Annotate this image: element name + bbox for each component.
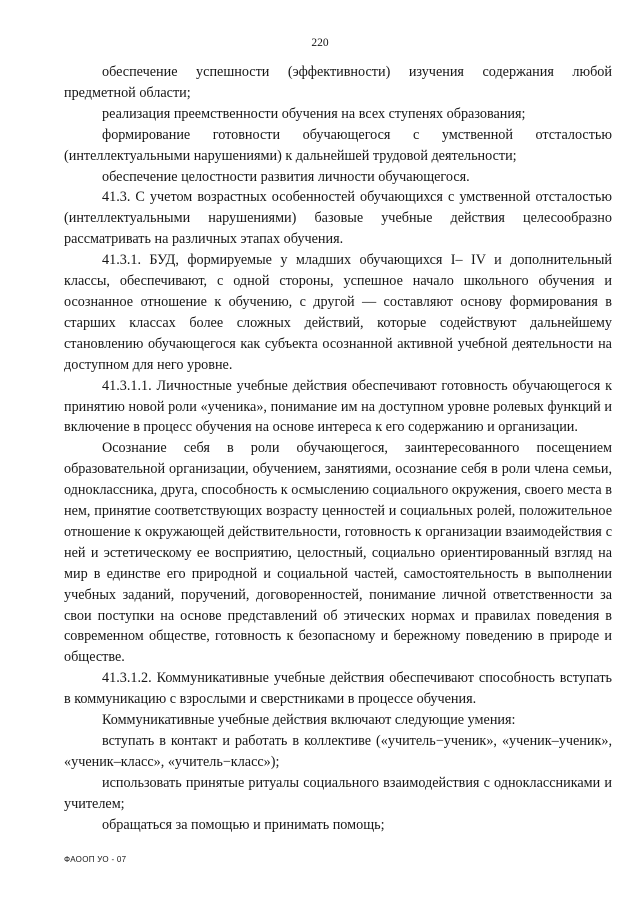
paragraph-10: Коммуникативные учебные действия включают следующие умения:	[102, 712, 516, 729]
paragraph-4: обеспечение целостности развития личности обучающегося.	[102, 168, 470, 185]
page-body	[64, 62, 612, 836]
paragraph-1: обеспечение успешности (эффективности) изучения содержания любой предметной области;	[64, 64, 612, 101]
page-number: 220	[311, 37, 329, 49]
paragraph-2: реализация преемственности обучения на всех ступенях образования;	[102, 105, 526, 122]
paragraph-3: формирование готовности обучающегося с умственной отсталостью (интеллектуальными нарушениями) к дальнейшей трудовой деятельности;	[64, 126, 612, 164]
paragraph-6: 41.3.1. БУД, формируемые у младших обучающихся I– IV и дополнительный классы, обеспечивают, с одной стороны, успешное начало школьного обучения и осознанное отношение к обучению, с другой — составляют основу формирования в старших классах более сложных действий, которые содействуют дальнейшему становлению обучающегося как субъекта осознанной активной учебной деятельности на доступном для него уровне.	[64, 252, 612, 373]
paragraph-11: вступать в контакт и работать в коллективе («учитель−ученик», «ученик–ученик», «ученик–класс», «учитель−класс»);	[64, 733, 612, 770]
document-code-footer: ФАООП УО - 07	[64, 855, 127, 864]
paragraph-13: обращаться за помощью и принимать помощь;	[102, 816, 385, 833]
paragraph-8: Осознание себя в роли обучающегося, заинтересованного посещением образовательной организации, обучением, занятиями, осознание себя в роли члена семьи, одноклассника, друга, способность к осмыслению социального окружения, своего места в нем, принятие соответствующих возрасту ценностей и социальных ролей, положительное отношение к окружающей действительности, готовность к организации взаимодействия с ней и эстетическому ее восприятию, целостный, социально ориентированный взгляд на мир в единстве его природной и социальной частей, самостоятельность в выполнении учебных заданий, поручений, договоренностей, понимание личной ответственности за свои поступки на основе представлений об этических нормах и правилах поведения в современном обществе, готовность к безопасному и бережному поведению в природе и обществе.	[64, 440, 612, 666]
paragraph-5: 41.3. С учетом возрастных особенностей обучающихся с умственной отсталостью (интеллектуальными нарушениями) базовые учебные действия целесообразно рассматривать на различных этапах обучения.	[64, 189, 612, 248]
paragraph-12: использовать принятые ритуалы социального взаимодействия с одноклассниками и учителем;	[64, 774, 612, 812]
paragraph-7: 41.3.1.1. Личностные учебные действия обеспечивают готовность обучающегося к принятию новой роли «ученика», понимание им на доступном уровне ролевых функций и включение в процесс обучения на основе интереса к его содержанию и организации.	[64, 377, 612, 436]
paragraph-9: 41.3.1.2. Коммуникативные учебные действия обеспечивают способность вступать в коммуникацию с взрослыми и сверстниками в процессе обучения.	[64, 670, 612, 708]
